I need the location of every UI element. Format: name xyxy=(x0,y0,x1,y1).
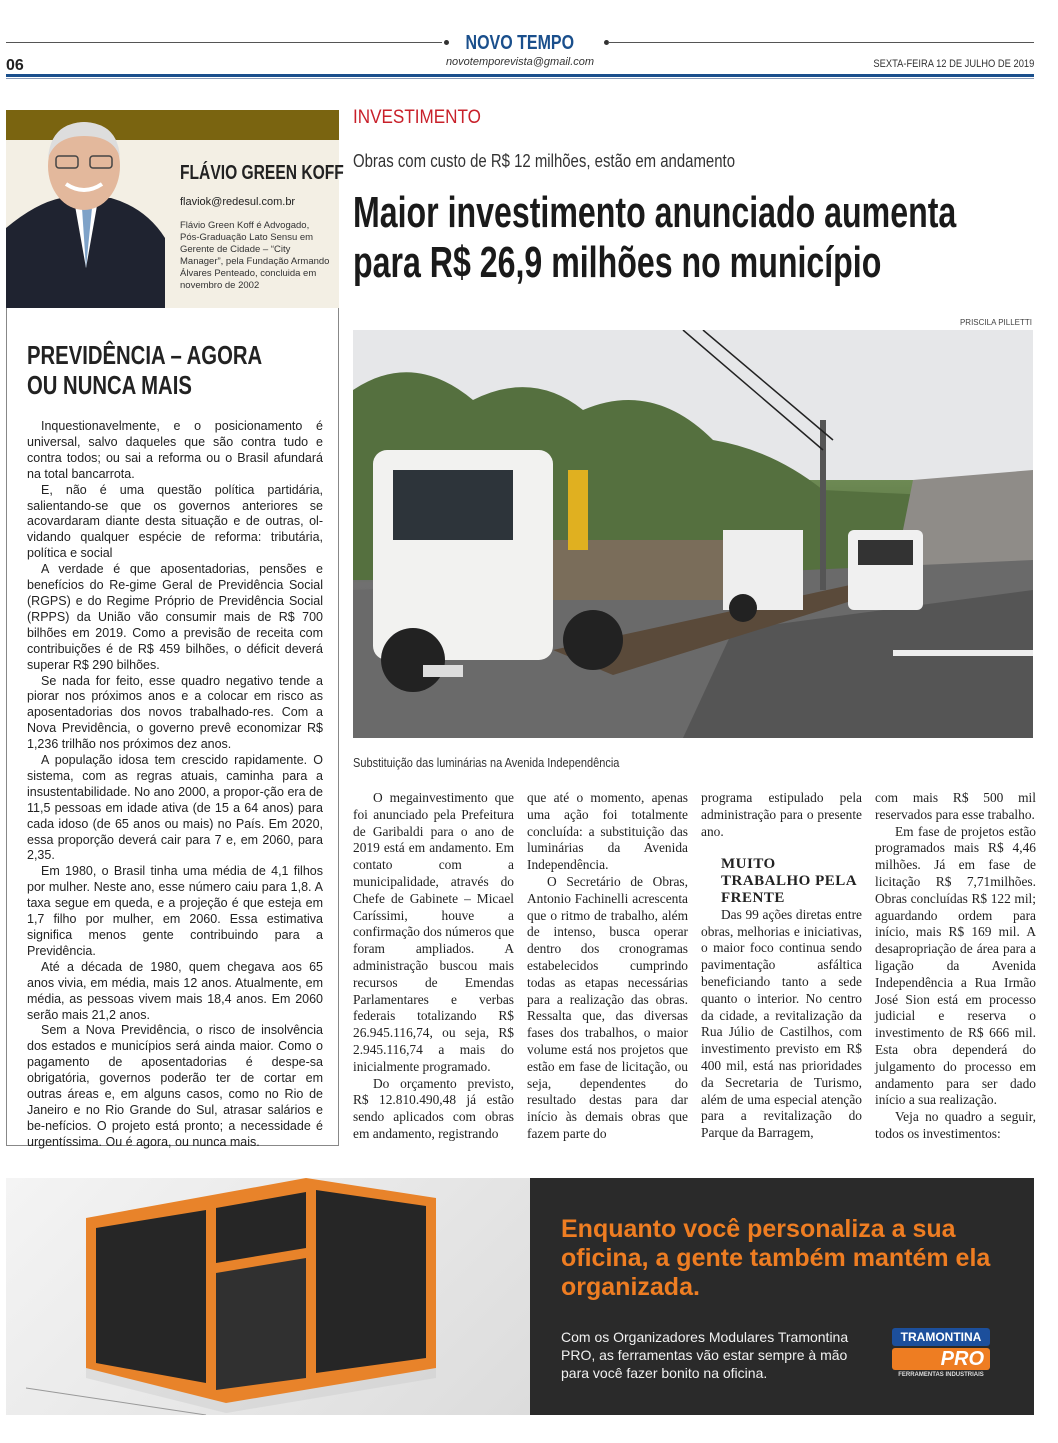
ad-headline xyxy=(561,1215,1001,1302)
paragraph: O Secretário de Obras, Antonio Fachinelli acrescenta que o ritmo de trabalho, além de intenso, busca operar dentro dos cronogramas estabelecidos cumprindo todas as etapas necessárias para a realização das obras. Ressalta que, das diversas fases dos trabalhos, o maior volume está nos projetos que estão em fase de licitação, ou seja, dependentes do resultado destas para dar início às demais obras que fazem parte do xyxy=(527,873,688,1141)
paragraph: Das 99 ações diretas entre obras, melhorias e iniciativas, o maior foco continua sendo pavimentação asfáltica beneficiando tanto a sede quanto o interior. No centro da cidade, a revitalização da Rua Júlio de Castilhos, com investimento previsto em R$ 400 mil, está nas prioridades da Secretaria de Turismo, além de uma especial atenção para a revitalização do Parque da Barragem, xyxy=(701,906,862,1141)
paragraph: Do orçamento previsto, R$ 12.810.490,48 já estão sendo aplicados com obras em andamento, registrando xyxy=(353,1075,514,1141)
paragraph: Inquestionavelmente, e o posicionamento é universal, salvo daqueles que são contra tudo e contra todos; ou sai a reforma ou o Brasil afundará na total bancarrota. xyxy=(27,419,323,481)
paragraph: A verdade é que aposentadorias, pensões e benefícios do Re-gime Geral de Previdência Social (RGPS) e do Regime Próprio de Previdência Social (RPPS) da União vão consumir mais de R$ 700 bilhões em 2019. Como a previsão de receita com contribuições é de R$ 459 bilhões, o déficit deverá superar R$ 290 bilhões. xyxy=(27,562,323,672)
header-rule xyxy=(6,74,1034,77)
page-number: 06 xyxy=(6,57,24,74)
article-column-3 xyxy=(701,790,862,1142)
header-rule-left xyxy=(6,42,442,43)
ad-text xyxy=(561,1328,861,1382)
paragraph: A população idosa tem crescido rapidamente. O sistema, com as regras atuais, caminha para a insustentabilidade. No ano 2000, a propor-ção era de 11,5 pessoas em idade ativa (de 15 a 64 anos) para cada idoso (de 65 anos ou mais) no País. Em 2020, essa proporção deverá cair para 7 e, em 2060, para 2,35. xyxy=(27,753,323,863)
column-body xyxy=(27,419,323,1151)
paragraph: Sem a Nova Previdência, o risco de insolvência dos estados e municípios será ainda maior. Como o pagamento de aposentadorias é despe-sa obrigatória, governos poderão ter de cortar em outras áreas e, em alguns casos, como no Rio de Janeiro e no Rio Grande do Sul, atrasar salários e be-nefícios. O projeto está pronto; a necessidade é urgentíssima. Ou é agora, ou nunca mais. xyxy=(27,1023,323,1149)
paragraph: Se nada for feito, esse quadro negativo tende a piorar nos próximos anos e a colocar em risco as aposentadorias dos novos trabalhado-res. Com a Nova Previdência, o governo prevê economizar R$ 1,236 trilhão nos próximos dez anos. xyxy=(27,673,323,752)
article-headline xyxy=(353,188,1058,288)
logo-subtitle: FERRAMENTAS INDUSTRIAIS xyxy=(898,1372,984,1378)
article-photo xyxy=(353,330,1033,738)
ad-cabinet-image xyxy=(6,1178,530,1415)
author-name-text: FLÁVIO GREEN KOFF xyxy=(180,162,344,184)
newspaper-title xyxy=(440,32,600,55)
headline-line: para R$ 26,9 milhões no município xyxy=(353,238,882,287)
paragraph: que até o momento, apenas uma ação foi totalmente concluída: a substituição das luminárias da Avenida Independência. xyxy=(527,790,688,873)
caption-text: Substituição das luminárias na Avenida Independência xyxy=(353,756,620,770)
column-title-line: OU NUNCA MAIS xyxy=(27,370,192,400)
author-photo xyxy=(6,118,165,308)
header-rule-thin xyxy=(6,78,1034,79)
date-text: SEXTA-FEIRA 12 DE JULHO DE 2019 xyxy=(873,58,1034,70)
article-column-1 xyxy=(353,790,514,1143)
photo-credit: PRISCILA PILLETTI xyxy=(959,318,1032,327)
paragraph: programa estipulado pela administração para o presente ano. xyxy=(701,790,862,839)
article-column-4 xyxy=(875,790,1036,1143)
tramontina-pro-logo xyxy=(892,1328,990,1378)
ad-headline-text: Enquanto você personaliza a sua oficina, a gente também mantém ela organizada. xyxy=(561,1215,991,1301)
paragraph: Veja no quadro a seguir, todos os investimentos: xyxy=(875,1109,1036,1141)
ad-body-text: Com os Organizadores Modulares Tramontina PRO, as ferramentas vão estar sempre à mão para você fazer bonito na oficina. xyxy=(561,1329,849,1381)
logo-brand: TRAMONTINA xyxy=(892,1328,990,1346)
brand-text: NOVO TEMPO xyxy=(465,32,575,54)
paragraph: O megainvestimento que foi anunciado pela Prefeitura de Garibaldi para o ano de 2019 está em andamento. Em contato com a municipalidade, através do Chefe de Gabinete – Micael Caríssimi, houve a confirmação dos números que foram ampliados. A administração buscou mais recursos de Emendas Parlamentares e verbas federais totalizando R$ 26.945.116,74, ou seja, R$ 2.945.116,74 a mais do inicialmente programado. xyxy=(353,790,515,1074)
author-bio: Flávio Green Koff é Advogado, Pós-Graduação Lato Sensu em Gerente de Cidade – “City Manager”, pela Fundação Armando Álvares Penteado, concluida em novembro de 2002 xyxy=(180,220,330,291)
logo-pro: PRO xyxy=(892,1348,990,1370)
header-rule-right xyxy=(608,42,1034,43)
column-title-line: PREVIDÊNCIA – AGORA xyxy=(27,340,263,370)
paragraph: E, não é uma questão política partidária, salientando-se que os governos anteriores se acovardaram diante desta situação e de outras, ol-vidando qualquer espécie de reforma: tributária, política e social xyxy=(27,482,323,561)
paragraph: Em 1980, o Brasil tinha uma média de 4,1 filhos por mulher. Neste ano, esse número caiu para 1,8. A taxa segue em queda, e a projeção é que esteja em 1,7 filho por mulher, em 2060. Essa estimativa significa menos gente contribuindo para a Previdência. xyxy=(27,864,323,958)
edition-date xyxy=(845,58,1034,70)
photo-caption xyxy=(353,756,656,770)
column-title xyxy=(27,340,328,400)
newspaper-email[interactable]: novotemporevista@gmail.com xyxy=(445,56,595,68)
article-column-2 xyxy=(527,790,688,1143)
article-subhead: MUITO TRABALHO PELA FRENTE xyxy=(721,856,857,906)
paragraph: com mais R$ 500 mil reservados para esse trabalho. xyxy=(875,790,1036,822)
headline-line: Maior investimento anunciado aumenta xyxy=(353,188,957,237)
subtitle-text: Obras com custo de R$ 12 milhões, estão em andamento xyxy=(353,151,736,171)
author-email[interactable]: flaviok@redesul.com.br xyxy=(180,196,296,208)
paragraph: Até a década de 1980, quem chegava aos 65 anos vivia, em média, mais 12 anos. Atualmente, em média, as pessoas vivem mais 18,4 anos. Em 2060 serão mais 21,2 anos. xyxy=(27,959,323,1022)
kicker-text: INVESTIMENTO xyxy=(353,107,481,128)
paragraph: Em fase de projetos estão programados mais R$ 4,46 milhões. Já em fase de licitação R$ 7,71milhões. Obras concluídas R$ 122 mil; aguardando ordem para início, mais R$ 169 mil. A desapropriação de área para a ligação da Avenida Independência a Rua Irmão José Sion está em processo judicial e reserva o investimento de R$ 666 mil. Esta obra dependerá do julgamento do processo em andamento para ser dado início a sua realização. xyxy=(875,823,1036,1108)
article-subtitle xyxy=(353,151,813,172)
section-kicker xyxy=(353,107,495,129)
